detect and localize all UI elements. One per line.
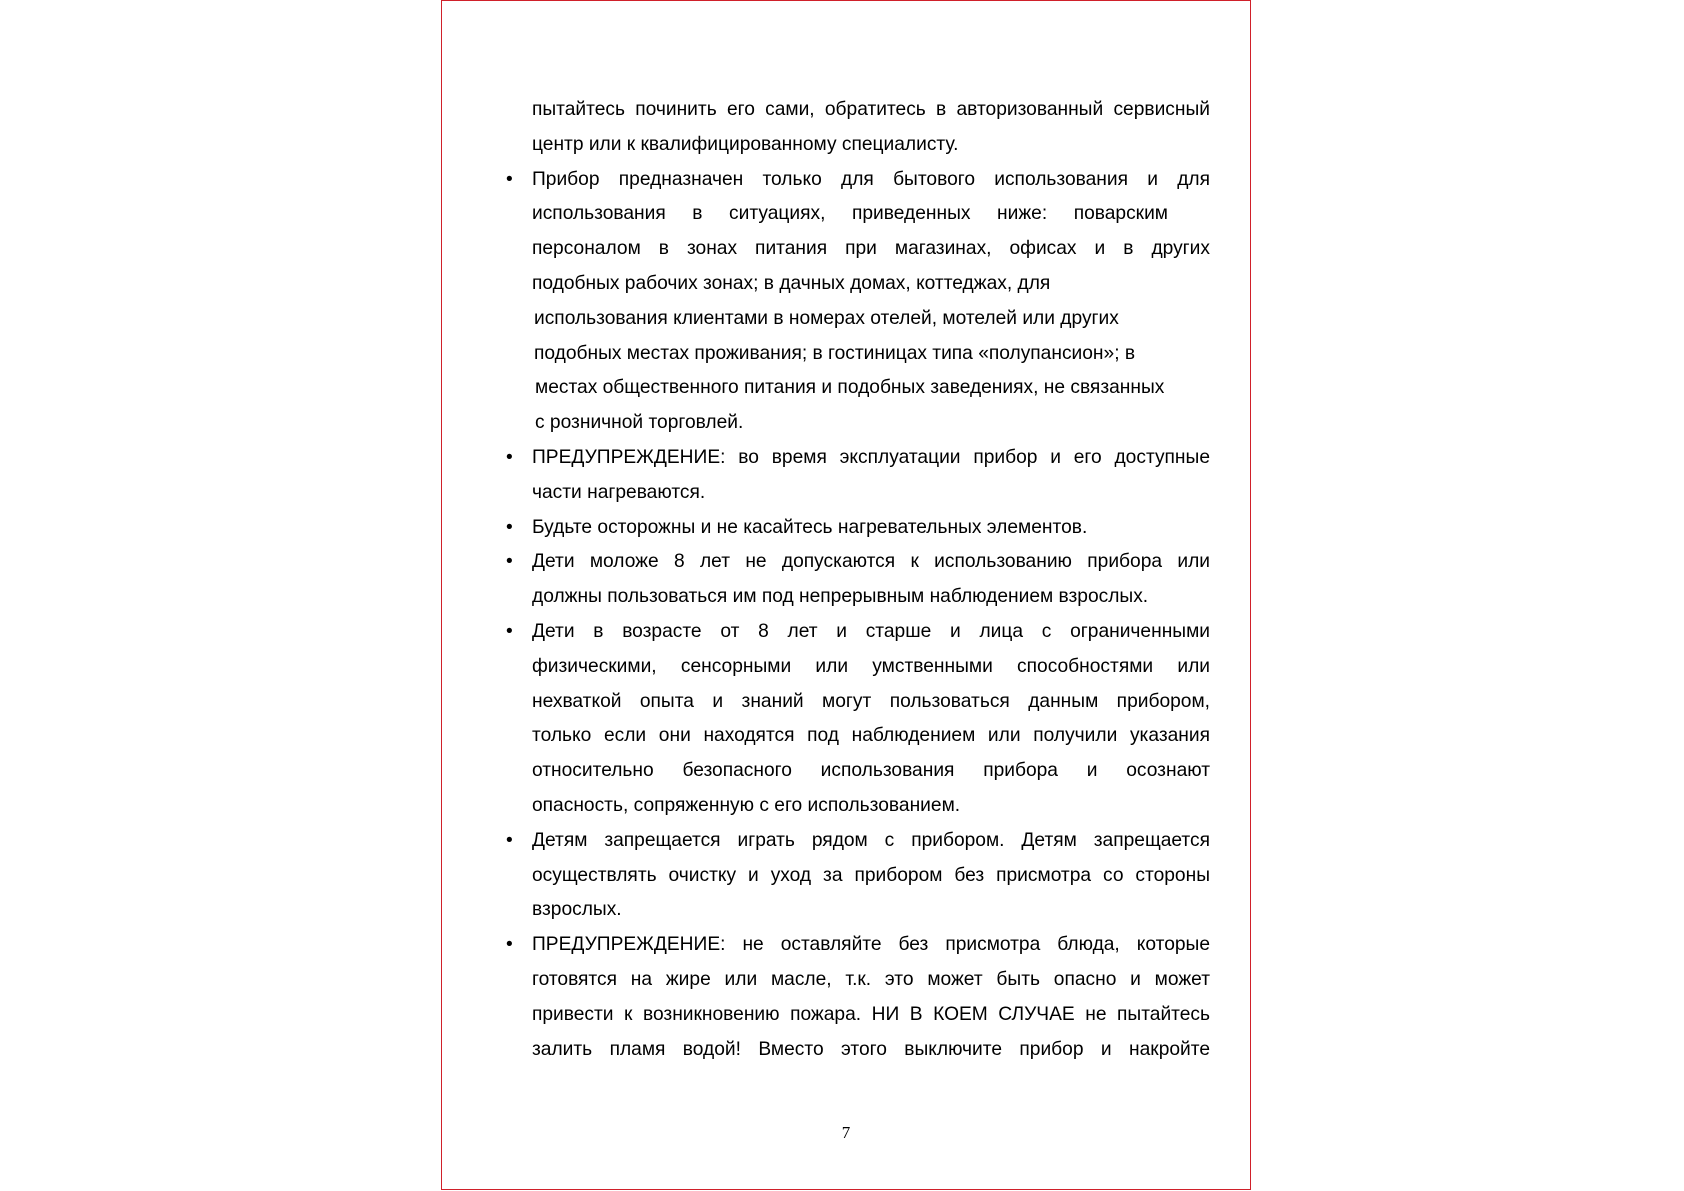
page-number: 7 (841, 1123, 851, 1142)
list-item-line: осуществлять очистку и уход за прибором без присмотра со стороны (532, 864, 1210, 886)
list-item-heating-elements (506, 511, 1210, 546)
list-item-line: опасность, сопряженную с его использованием. (532, 794, 961, 816)
list-item-line: местах общественного питания и подобных заведениях, не связанных (535, 377, 1165, 399)
bullet-icon: • (506, 446, 513, 468)
bullet-icon: • (506, 934, 513, 956)
continuation-line-1: пытайтесь починить его сами, обратитесь в авторизованный сервисный (532, 99, 1210, 120)
continuation-line-2: центр или к квалифицированному специалисту. (532, 133, 959, 155)
list-item-children-play (506, 824, 1210, 859)
list-item-children-8-and-older (506, 615, 1210, 650)
list-item-children-under-8 (506, 545, 1210, 580)
document-page (441, 0, 1251, 1190)
bullet-icon: • (506, 516, 513, 538)
bullet-icon: • (506, 829, 513, 851)
list-item-text: ПРЕДУПРЕЖДЕНИЕ: не оставляйте без присмотра блюда, которые (532, 934, 1210, 956)
bullet-icon: • (506, 168, 513, 190)
list-item-line: использования клиентами в номерах отелей, мотелей или других (534, 307, 1119, 329)
list-item-line: части нагреваются. (532, 481, 706, 503)
list-item-line: залить пламя водой! Вместо этого выключите прибор и накройте (532, 1038, 1210, 1060)
list-item-line: подобных местах проживания; в гостиницах типа «полупансион»; в (534, 342, 1136, 364)
list-item-line: должны пользоваться им под непрерывным наблюдением взрослых. (532, 586, 1149, 608)
list-item-line: взрослых. (532, 899, 622, 921)
page-content (506, 93, 1210, 1067)
list-item-line: подобных рабочих зонах; в дачных домах, коттеджах, для (532, 272, 1051, 294)
list-item-text: Дети в возрасте от 8 лет и старше и лица с ограниченными (532, 620, 1210, 642)
list-item-warning-hot-parts (506, 441, 1210, 476)
list-item-line: с розничной торговлей. (535, 412, 744, 434)
list-item-line: нехваткой опыта и знаний могут пользоваться данным прибором, (532, 690, 1210, 712)
list-item-text: ПРЕДУПРЕЖДЕНИЕ: во время эксплуатации прибор и его доступные (532, 446, 1210, 468)
bullet-icon: • (506, 551, 513, 573)
list-item-text: Будьте осторожны и не касайтесь нагревательных элементов. (532, 516, 1088, 538)
list-item-line: физическими, сенсорными или умственными способностями или (532, 655, 1210, 677)
list-item-warning-fat-oil (506, 928, 1210, 963)
bullet-icon: • (506, 620, 513, 642)
list-item-text: Дети моложе 8 лет не допускаются к использованию прибора или (532, 551, 1210, 573)
list-item-text: Детям запрещается играть рядом с прибором. Детям запрещается (532, 829, 1210, 851)
list-item-line: готовятся на жире или масле, т.к. это может быть опасно и может (532, 968, 1210, 990)
list-item-line: относительно безопасного использования прибора и осознают (532, 760, 1210, 782)
list-item-line: персоналом в зонах питания при магазинах, офисах и в других (532, 238, 1210, 260)
list-item-household-use (506, 163, 1210, 198)
list-item-line: привести к возникновению пожара. НИ В КОЕМ СЛУЧАЕ не пытайтесь (532, 1003, 1210, 1025)
list-item-line: использования в ситуациях, приведенных ниже: поварским (532, 203, 1168, 225)
list-item-text: Прибор предназначен только для бытового использования и для (532, 168, 1210, 190)
list-item-line: только если они находятся под наблюдением или получили указания (532, 725, 1210, 747)
